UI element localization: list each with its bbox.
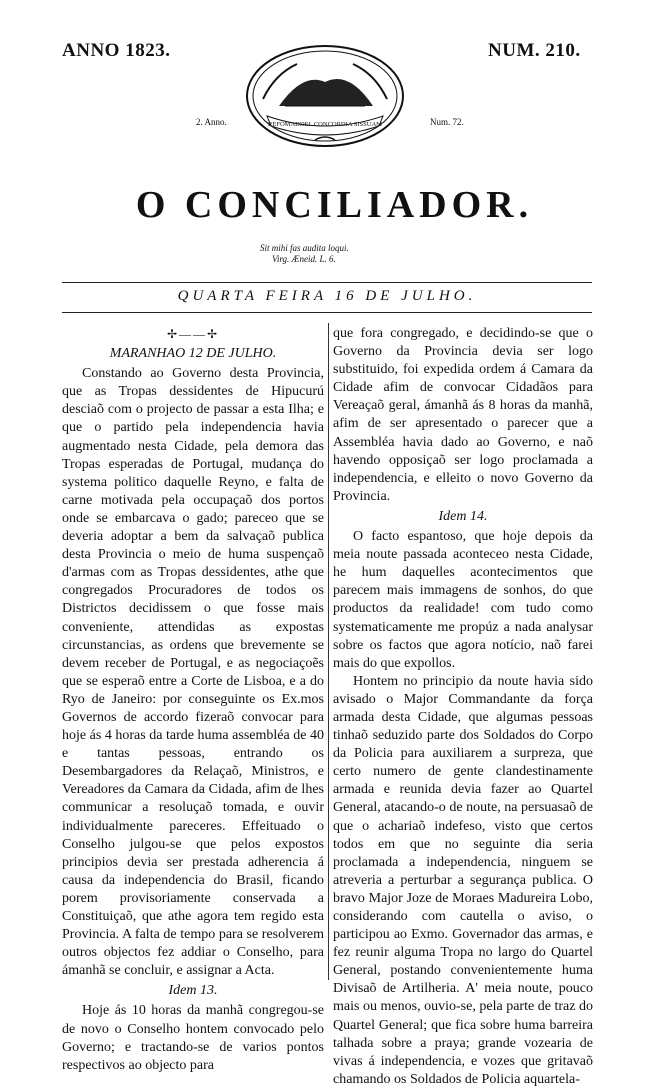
issue-date: QUARTA FEIRA 16 DE JULHO.	[177, 288, 477, 304]
article-paragraph: Hoje ás 10 horas da manhã congregou-se de novo o Conselho hontem convocado pelo Governo; e tractando-se de varios pontos respectivos ao objecto para	[62, 1003, 324, 1073]
column-divider	[328, 323, 329, 980]
trimester-left: 2. Anno.	[196, 117, 227, 127]
section-heading: Idem 13.	[168, 983, 218, 999]
ornament-divider: ✢——✢	[166, 327, 220, 341]
date-rule	[62, 312, 592, 313]
seal-motto: REFOMADDEL CONCORDIA SISSUAM	[268, 121, 382, 128]
top-rule	[62, 282, 592, 283]
article-paragraph: Constando ao Governo desta Provincia, que as Tropas dessidentes de Hipucurú desciaõ com o projecto de passar a esta Ilha; e que o partido pela independencia havia augmentado nesta Cidade, pela demora das Tropas esperadas de Portugal, mudança do systema politico daquelle Reyno, e falta de carne motivada pela occupaçaõ dos portos onde se embarcava o gado; pareceo que se deveria adoptar a bem da salvaçaõ publica desta Provincia o meio de huma suspençaõ d'armas com as Tropas dessidentes, athe que congregados Procuradores de todos os Districtos decidissem o que fosse mais conveniente, attendidas as expostas circunstancias, as ordens que brevemente se devem receber de Portugal, e as negociaçoẽs que se esperaõ entre a Corte de Lisboa, e a do Ryo de Janeiro: por conseguinte os Ex.mos Governos de accordo fizeraõ convocar para hoje ás 4 horas da tarde huma assembléa de 40 e tantas pessoas, entrando os Desembargadores da Relaçaõ, Ministros, e Vereadores da Camara da Cidada, afim de lhes communicar a resoluçaõ tomada, e ouvir individualmente pareceres. Effeituado o Conselho julgou-se que pelos expostos principios devia ser prestada adherencia á causa da independencia do Brasil, ficando porem provisoriamente conservada a Constituiçaõ, que athe agora tem regido esta Provincia. A falta de tempo para se resolverem outros objectos fez addiar o Conselho, para ámanhã se concluir, e assignar a Acta.	[62, 366, 324, 979]
article-paragraph: Hontem no principio da noute havia sido avisado o Major Commandante da força armada desta Cidade, que algumas pessoas tinhaõ seduzido parte dos Soldados do Corpo da Policia para auxiliarem a surpreza, que certo numero de gente clandestinamente armada e reunida devia fazer ao Quartel General, atacando-o de noute, na persuasaõ de que o achariaõ indefeso, visto que certos todos em que no seguinte dia seria proclamada a independencia, ninguem se atreveria a perturbar a segurança publica. O bravo Major Joze de Moraes Madureira Lobo, considerando com cautella o aviso, o participou ao Exmo. Governador das armas, e fez reunir alguma Tropa no largo do Quartel General, postando convenientemente huma Divisaõ de Artilheria. A' meia noute, pouco mais ou menos, ouvio-se, pela parte de traz do Quartel General; que fica sobre huma barreira talhada sobre a praya; grande vozearia de vivas á independencia, e vozes que gritavaõ chamando os Soldados de Policia aquartela-	[333, 673, 593, 1087]
masthead-seal-emblem	[245, 44, 405, 148]
article-paragraph: O facto espantoso, que hoje depois da meia noute passada aconteceo nesta Cidade, he hum daquelles acontecimentos que parecem mais immagens de sonhos, do que productos da realidade! com tudo como systematicamente me propúz a nada analysar sobre os factos que agora notício, naõ farei mais do que expollos.	[333, 529, 593, 671]
epigraph-source: Virg. Æneid. L. 6.	[272, 254, 336, 264]
issue-number-label: NUM. 210.	[488, 40, 581, 61]
epigraph-quote: Sit mihi fas audita loqui.	[260, 243, 349, 253]
left-column	[62, 325, 324, 1075]
dateline-heading: MARANHAO 12 DE JULHO.	[109, 346, 277, 362]
right-column	[333, 325, 593, 1089]
article-paragraph: que fora congregado, e decidindo-se que o Governo da Provincia devia ser logo substituido, foi expedida ordem á Camara da Cidade afim de convocar Cidadãos para Vereaçaõ geral, ámanhã ás 8 horas da manhã, afim de ser apresentado o parecer que a Assembléa havia dado ao Governo, e naõ havendo opposiçaõ ser logo proclamada a independencia, e elleito o novo Governo da Provincia.	[333, 326, 593, 504]
trimester-right: Num. 72.	[430, 117, 464, 127]
masthead-title: O CONCILIADOR.	[135, 184, 534, 226]
section-heading: Idem 14.	[438, 508, 488, 524]
year-label: ANNO 1823.	[62, 40, 171, 61]
epigraph	[260, 243, 450, 265]
